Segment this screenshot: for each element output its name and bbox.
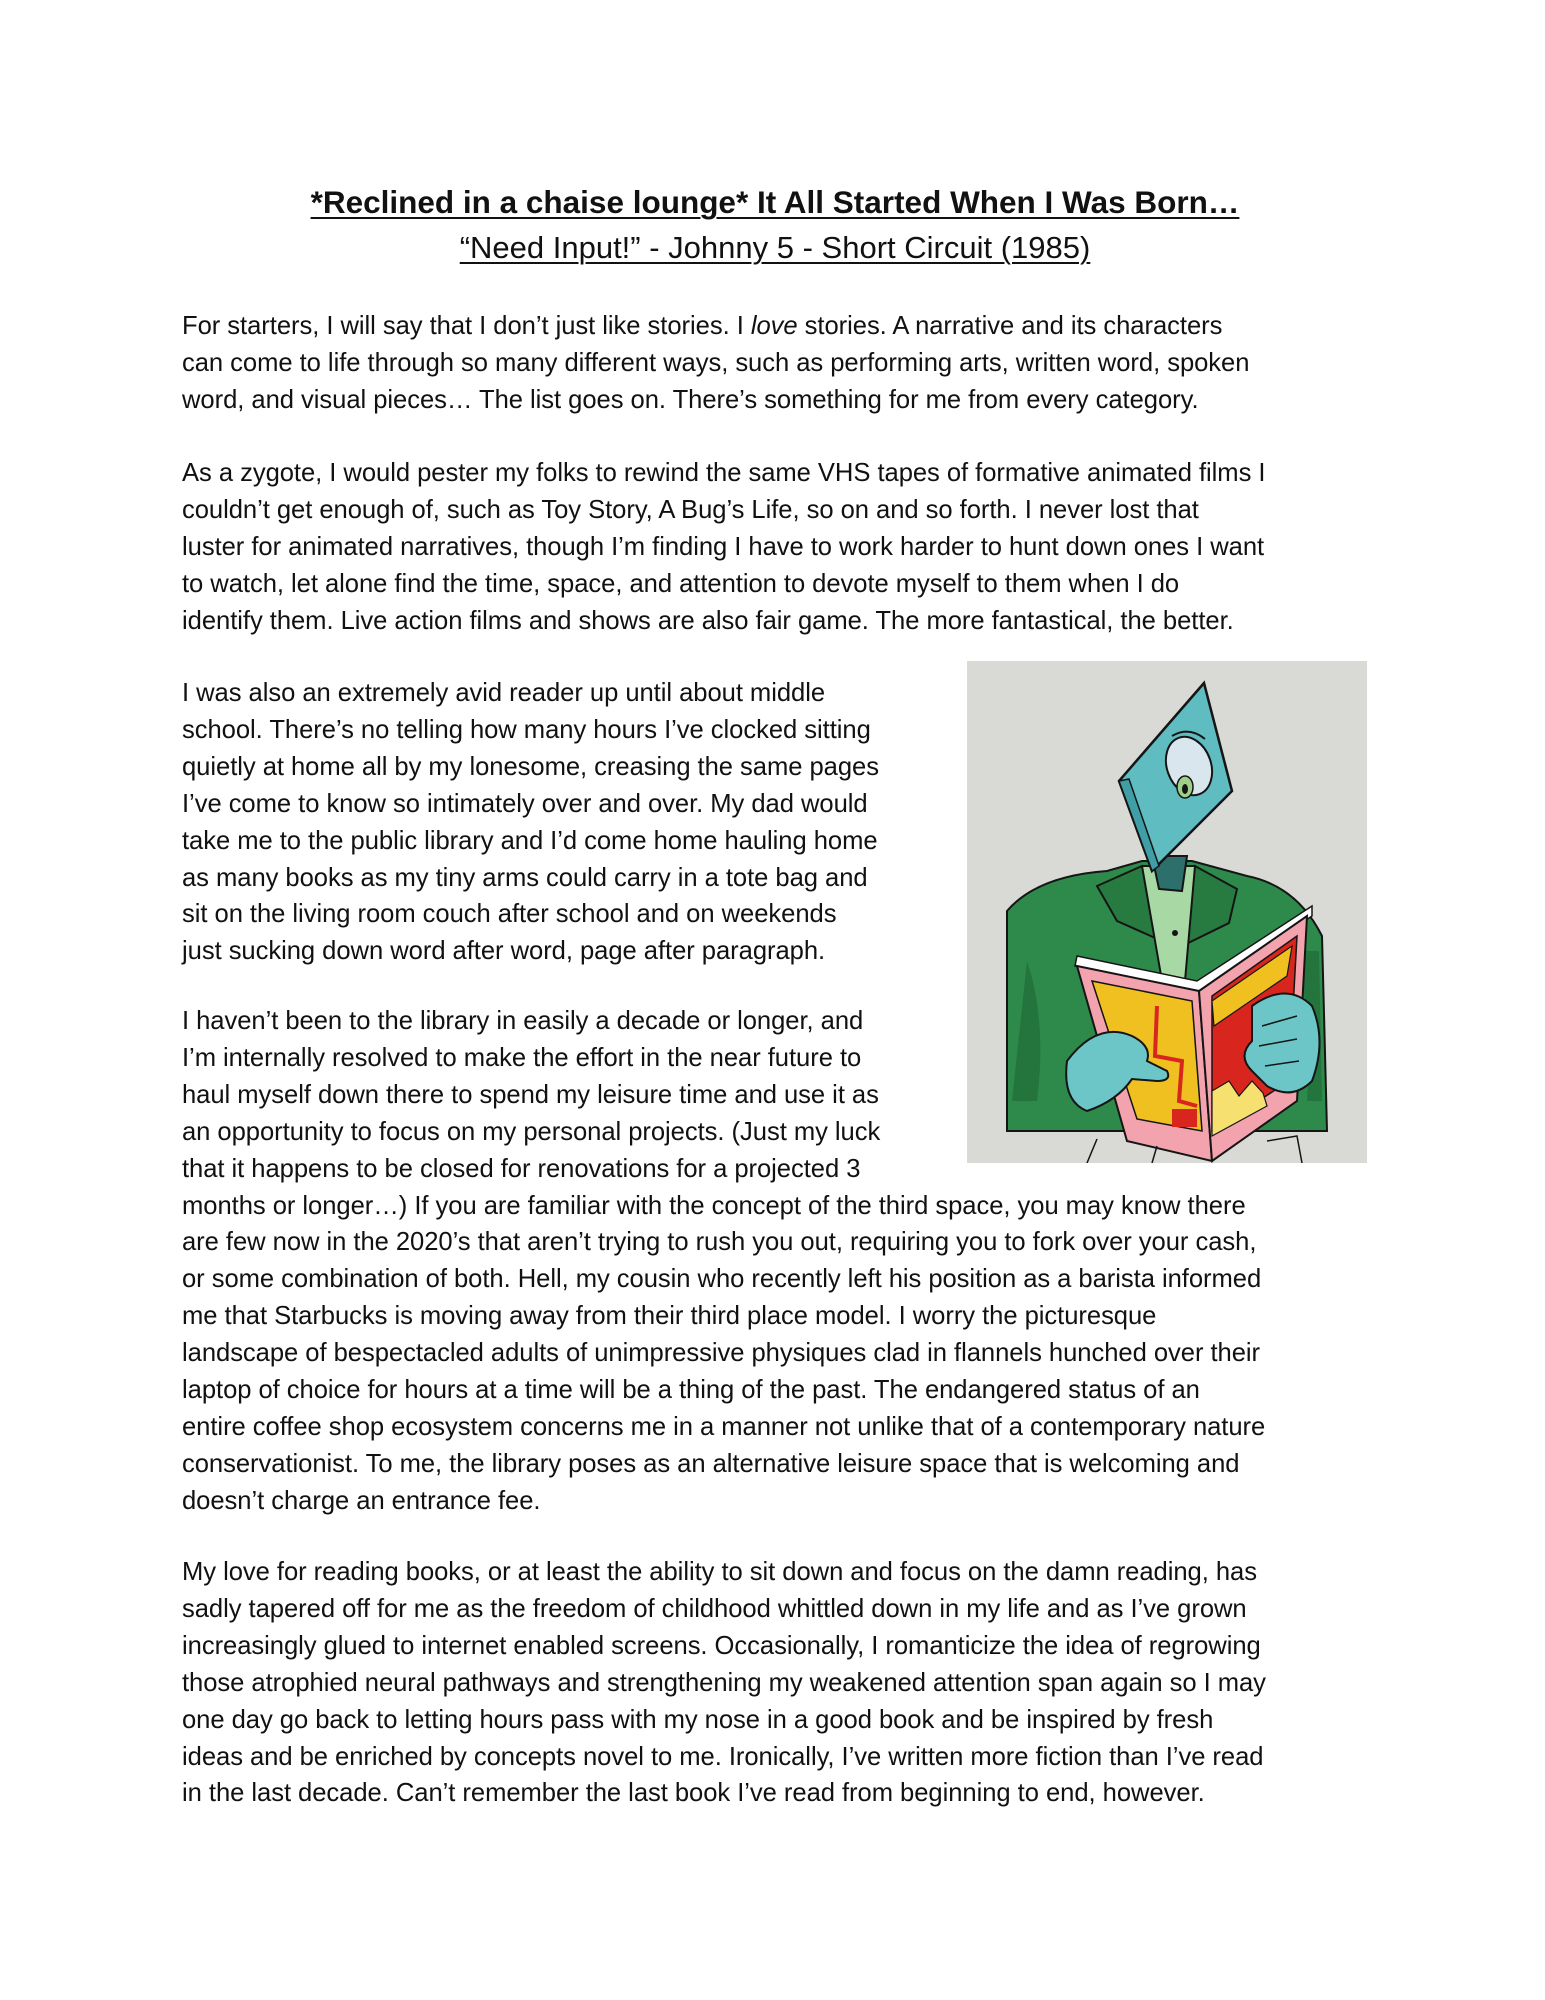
illustration-svg [967,661,1367,1163]
text-line: As a zygote, I would pester my folks to rewind the same VHS tapes of formative animated films I [182,459,1266,487]
text-line: me that Starbucks is moving away from their third place model. I worry the picturesque [182,1302,1157,1331]
text-line: to watch, let alone find the time, space, and attention to devote myself to them when I do [182,569,1180,598]
text-line: increasingly glued to internet enabled screens. Occasionally, I romanticize the idea of regrowing [182,1631,1261,1660]
text-line: word, and visual pieces… The list goes on. There’s something for me from every category. [182,385,1199,414]
text-line: months or longer…) If you are familiar with the concept of the third space, you may know there [182,1191,1246,1220]
text-line: identify them. Live action films and shows are also fair game. The more fantastical, the better. [182,606,1234,635]
page-title: *Reclined in a chaise lounge* It All Started When I Was Born… [310,184,1240,220]
text-line: can come to life through so many different ways, such as performing arts, written word, spoken [182,348,1250,377]
text-line: haul myself down there to spend my leisure time and use it as [182,1080,879,1109]
text-line: school. There’s no telling how many hours I’ve clocked sitting [182,715,871,744]
text-line: quietly at home all by my lonesome, creasing the same pages [182,752,879,781]
text-line: or some combination of both. Hell, my cousin who recently left his position as a barista informed [182,1265,1262,1294]
text-line: luster for animated narratives, though I’m finding I have to work harder to hunt down ones I want [182,532,1265,561]
text-line: an opportunity to focus on my personal projects. (Just my luck [182,1117,881,1146]
text-line: one day go back to letting hours pass with my nose in a good book and be inspired by fresh [182,1705,1214,1734]
text-line: sit on the living room couch after school and on weekends [182,900,837,929]
text-line: doesn’t charge an entrance fee. [182,1486,541,1515]
text-line: take me to the public library and I’d come home hauling home [182,826,878,855]
text-line: just sucking down word after word, page after paragraph. [182,937,826,966]
text-line: those atrophied neural pathways and strengthening my weakened attention span again so I may [182,1668,1266,1697]
emphasis-love: love [750,312,798,340]
reading-character-illustration [967,661,1367,1163]
text-line: I haven’t been to the library in easily a decade or longer, and [182,1007,864,1035]
text-line: I was also an extremely avid reader up until about middle [182,679,826,707]
text-line: entire coffee shop ecosystem concerns me in a manner not unlike that of a contemporary nature [182,1412,1266,1441]
text-line: couldn’t get enough of, such as Toy Story, A Bug’s Life, so on and so forth. I never lost that [182,495,1199,524]
text-line: that it happens to be closed for renovations for a projected 3 [182,1154,861,1183]
text-line: sadly tapered off for me as the freedom of childhood whittled down in my life and as I’ve grown [182,1594,1247,1623]
text-line: My love for reading books, or at least the ability to sit down and focus on the damn reading, has [182,1558,1257,1586]
paragraph-animated-films [182,455,1265,640]
text-line: ideas and be enriched by concepts novel to me. Ironically, I’ve written more fiction than I’ve read [182,1742,1264,1771]
text-line: in the last decade. Can’t remember the last book I’ve read from beginning to end, however. [182,1779,1205,1808]
paragraph-intro [182,308,1249,419]
text-line: conservationist. To me, the library poses as an alternative leisure space that is welcoming and [182,1449,1240,1478]
text-line: as many books as my tiny arms could carry in a tote bag and [182,863,868,892]
text-line: I’m internally resolved to make the effort in the near future to [182,1043,862,1072]
text-line: laptop of choice for hours at a time will be a thing of the past. The endangered status of an [182,1376,1200,1405]
text-line: are few now in the 2020’s that aren’t trying to rush you out, requiring you to fork over your cash, [182,1228,1257,1257]
text-line: I’ve come to know so intimately over and over. My dad would [182,789,868,818]
text-line: landscape of bespectacled adults of unimpressive physiques clad in flannels hunched over their [182,1339,1261,1368]
paragraph-avid-reader [182,675,879,970]
paragraph-reading-decline [182,1554,1266,1812]
text-line: For starters, I will say that I don’t just like stories. I love stories. A narrative and its characters [182,312,1223,340]
page-subtitle-quote: “Need Input!” - Johnny 5 - Short Circuit (1985) [459,230,1091,265]
